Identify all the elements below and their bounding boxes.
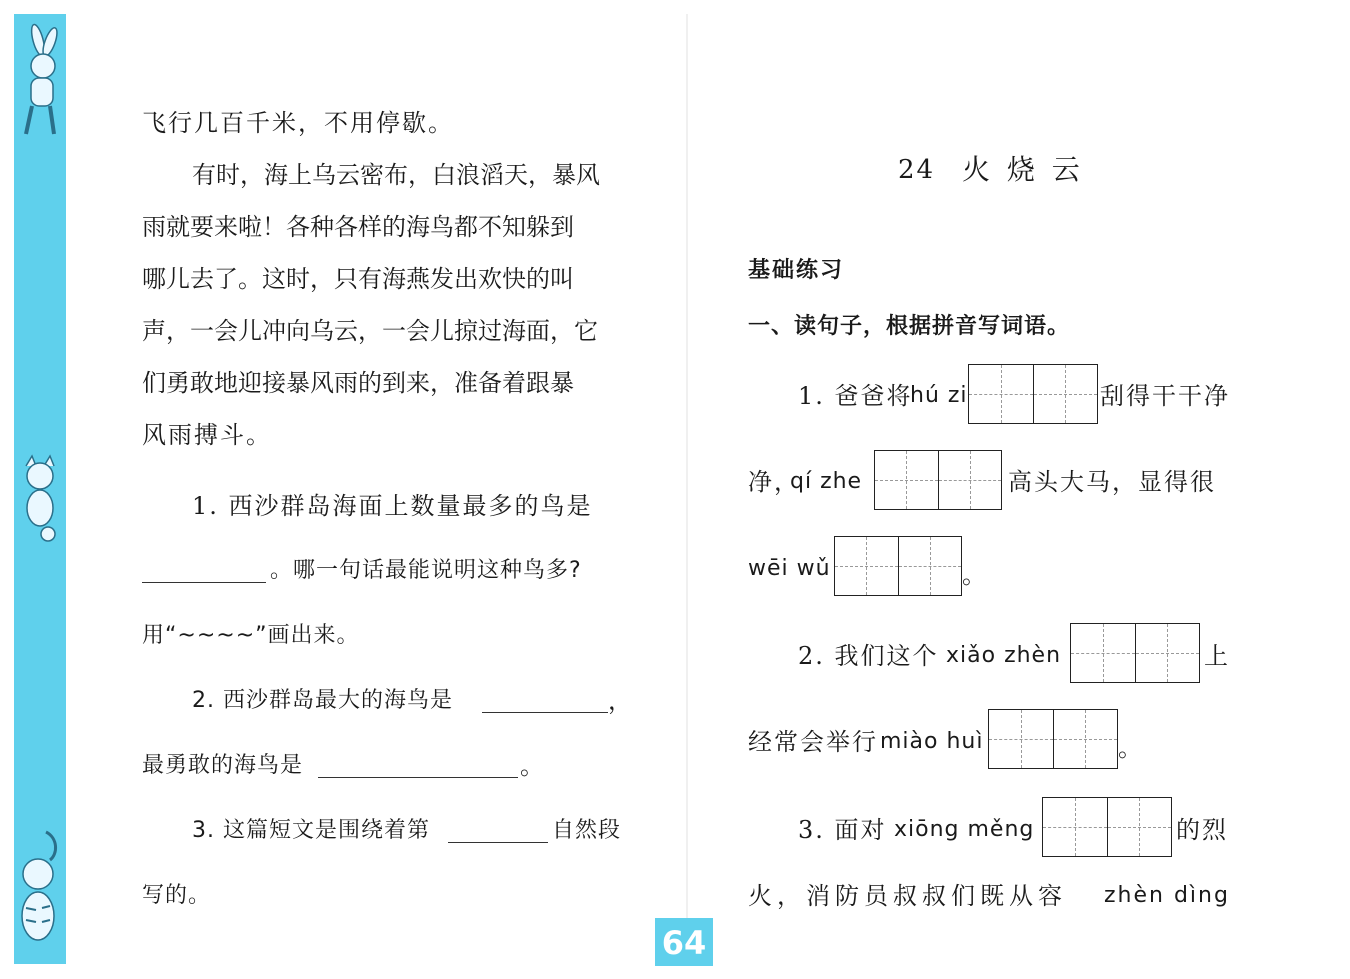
- decorative-spine: [14, 14, 66, 964]
- paragraph-line: 声，一会儿冲向乌云，一会儿掠过海面，它: [142, 317, 598, 345]
- question-2: 2. 西沙群岛最大的海鸟是: [192, 688, 453, 713]
- sentence-1-prefix: 1. 爸爸将: [798, 382, 913, 410]
- pinyin-hint: hú zi: [910, 383, 968, 408]
- cat-icon: [16, 454, 64, 544]
- text-line: 飞行几百千米，不用停歇。: [142, 109, 454, 137]
- question-2-line-2: 最勇敢的海鸟是: [142, 753, 304, 778]
- answer-box-xiaozhen[interactable]: [1070, 623, 1200, 683]
- sentence-2-prefix: 2. 我们这个: [798, 642, 939, 670]
- pinyin-hint: wēi wǔ: [748, 556, 831, 581]
- answer-box-xiongmeng[interactable]: [1042, 797, 1172, 857]
- exercise-instruction: 一、读句子，根据拼音写词语。: [748, 314, 1071, 339]
- section-heading: 基础练习: [748, 258, 845, 283]
- answer-box-qizhe[interactable]: [874, 450, 1002, 510]
- question-3-suffix: 自然段: [552, 818, 622, 843]
- answer-blank-q2a[interactable]: [482, 712, 608, 713]
- sentence-3-line-2: 火，消防员叔叔们既从容: [748, 882, 1067, 910]
- page-number: 64: [655, 918, 713, 966]
- answer-blank-q3[interactable]: [448, 842, 548, 843]
- punctuation: 。: [520, 752, 546, 780]
- answer-box-weiwu[interactable]: [834, 536, 962, 596]
- sentence-2-text: 上: [1204, 642, 1230, 670]
- sentence-3-prefix: 3. 面对: [798, 816, 887, 844]
- question-3: 3. 这篇短文是围绕着第: [192, 818, 430, 843]
- pinyin-hint: zhèn dìng: [1104, 883, 1230, 908]
- sentence-1-line-2: 净，: [748, 468, 800, 496]
- answer-blank-q1[interactable]: [142, 582, 266, 583]
- pinyin-hint: xiōng měng: [894, 817, 1035, 842]
- answer-box-miaohui[interactable]: [988, 709, 1118, 769]
- question-1-line-3: 用“~~~~”画出来。: [142, 623, 360, 648]
- sentence-1-text: 刮得干干净: [1100, 382, 1230, 410]
- question-1: 1. 西沙群岛海面上数量最多的鸟是: [192, 492, 593, 520]
- pinyin-hint: miào huì: [880, 729, 984, 754]
- paragraph-line: 风雨搏斗。: [142, 421, 272, 449]
- rabbit-icon: [16, 22, 64, 142]
- answer-box-huzi[interactable]: [968, 364, 1098, 424]
- paragraph-line: 雨就要来啦！各种各样的海鸟都不知躲到: [142, 213, 574, 241]
- lesson-title: 火 烧 云: [962, 153, 1084, 186]
- pinyin-hint: qí zhe: [790, 469, 863, 494]
- sentence-1-text-2: 高头大马，显得很: [1008, 468, 1216, 496]
- sentence-3-text: 的烈: [1176, 816, 1228, 844]
- punctuation: 。: [1118, 734, 1144, 762]
- question-3-line-2: 写的。: [142, 883, 212, 908]
- tiger-icon: [16, 824, 64, 954]
- answer-blank-q2b[interactable]: [318, 777, 518, 778]
- pinyin-hint: xiǎo zhèn: [946, 643, 1062, 668]
- punctuation: 。: [962, 561, 988, 589]
- question-1-line-2: 。哪一句话最能说明这种鸟多?: [270, 558, 582, 583]
- paragraph-line: 们勇敢地迎接暴风雨的到来，准备着跟暴: [142, 369, 574, 397]
- paragraph-line: 哪儿去了。这时，只有海燕发出欢快的叫: [142, 265, 574, 293]
- page-gutter: [686, 14, 688, 964]
- paragraph-line: 有时，海上乌云密布，白浪滔天，暴风: [192, 161, 600, 189]
- punctuation: ，: [608, 687, 634, 715]
- lesson-number: 24: [898, 155, 936, 185]
- sentence-2-line-2: 经常会举行: [748, 728, 878, 756]
